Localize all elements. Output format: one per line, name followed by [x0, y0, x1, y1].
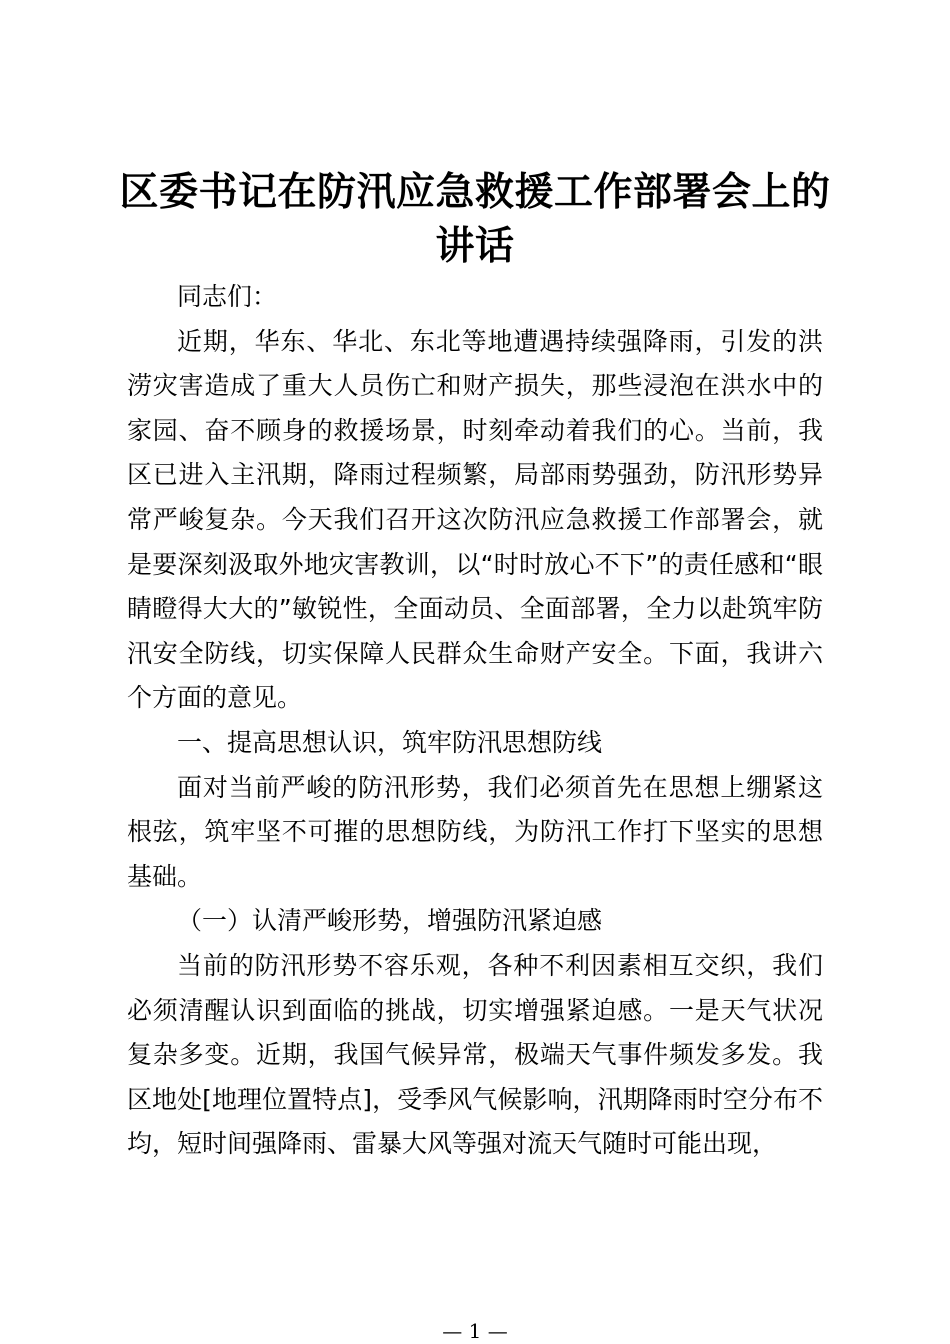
salutation: 同志们：: [177, 282, 278, 311]
page-number: — 1 —: [442, 1319, 508, 1343]
document-body: [127, 275, 823, 1167]
subsection-heading-1: （一）认清严峻形势，增强防汛紧迫感: [177, 906, 603, 936]
document-title: 区委书记在防汛应急救援工作部署会上的讲话: [119, 169, 831, 269]
section-heading-1: 一、提高思想认识，筑牢防汛思想防线: [177, 727, 603, 757]
paragraph-intro: 近期，华东、华北、东北等地遭遇持续强降雨，引发的洪涝灾害造成了重大人员伤亡和财产损失，那些浸泡在洪水中的家园、奋不顾身的救援场景，时刻牵动着我们的心。当前，我区已进入主汛期，降雨过程频繁，局部雨势强劲，防汛形势异常严峻复杂。今天我们召开这次防汛应急救援工作部署会，就是要深刻汲取外地灾害教训，以“时时放心不下”的责任感和“眼睛瞪得大大的”敏锐性，全面动员、全面部署，全力以赴筑牢防汛安全防线，切实保障人民群众生命财产安全。下面，我讲六个方面的意见。: [127, 326, 823, 713]
paragraph-section-1: 面对当前严峻的防汛形势，我们必须首先在思想上绷紧这根弦，筑牢坚不可摧的思想防线，为防汛工作打下坚实的思想基础。: [127, 772, 823, 891]
paragraph-subsection-1: 当前的防汛形势不容乐观，各种不利因素相互交织，我们必须清醒认识到面临的挑战，切实增强紧迫感。一是天气状况复杂多变。近期，我国气候异常，极端天气事件频发多发。我区地处[地理位置特点]，受季风气候影响，汛期降雨时空分布不均，短时间强降雨、雷暴大风等强对流天气随时可能出现，: [127, 950, 823, 1159]
